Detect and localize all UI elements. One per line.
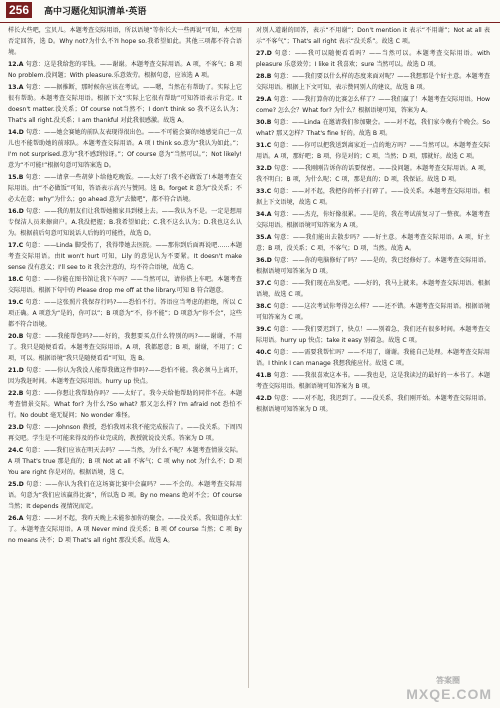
question-number: 22.B <box>8 390 24 397</box>
answer-explanation: 句意：——你能在图书馆让我下车吗？——当然可以，请你搭上车吧。本题考查交际用语。根据下句中的 Please drop me off at the library.可知 B 符合题意。 <box>8 276 242 294</box>
answer-entry <box>8 422 242 444</box>
answer-explanation: 句意：——你的电脑修好了吗？——是的，我已经修好了。本题考查交际用语。根据语境可知答案为 D 项。 <box>256 257 490 275</box>
answer-entry <box>8 25 242 58</box>
answer-explanation: 句意：——对不起，我把你的杯子打碎了。——没关系。本题考查交际用语。根据上下文语境，故选 C 项。 <box>256 188 490 206</box>
question-number: 24.C <box>8 447 24 454</box>
answer-entry <box>256 48 490 70</box>
question-number: 31.C <box>256 142 272 149</box>
answer-entry <box>256 301 490 323</box>
question-number: 27.D <box>256 50 272 57</box>
answer-entry <box>256 117 490 139</box>
question-number: 39.C <box>256 326 272 333</box>
answer-entry <box>256 347 490 369</box>
question-number: 16.D <box>8 208 24 215</box>
book-title: 高中习题化知识清单·英语 <box>44 7 147 17</box>
question-number: 35.A <box>256 234 272 241</box>
answer-explanation: 句意：——Linda 脚受伤了，我得带她去医院。——那你到后面再说吧……本题考查交际用语。由It won't hurt 可知，Lily 的意见认为不要紧。It doesn't make sense 没有意义；I'll see to it 我会注意的，均不符合语境，故选 C。 <box>8 242 242 271</box>
answer-entry <box>8 365 242 387</box>
question-number: 15.B <box>8 174 24 181</box>
answer-explanation: 句意：这是我给您的零钱。——谢谢。本题考查交际用语。A 项，不客气；B 项 No problem.没问题；With pleasure.乐意效劳。根据句意，应该选 A 项。 <box>8 61 242 79</box>
question-number: 34.A <box>256 211 272 218</box>
answer-explanation: 句意：——我们应该在明天去吗？——当然，为什么不呢？本题考查情景交际。A 项 That's true 那是真的；B 项 Not at all 不客气；C 项 why not 为什么不；D 项 You are right 你是对的。根据语境，选 C。 <box>8 447 242 476</box>
answer-entry <box>8 240 242 273</box>
answer-entry <box>256 25 490 47</box>
answer-explanation: 句意：——我能帮您吗?——好的，我想要买点什么特别的吗?——谢谢，不用了。我只是随便看看。本题考查交际用语。A 项，我都愿意；B 项，谢谢，不用了；C 项，可以。根据语境“我只是随便看看”可知，选 B。 <box>8 333 242 362</box>
answer-entry <box>8 513 242 546</box>
answer-explanation: 句意：——对不起，我昨天晚上未能参加你的聚会。——没关系。我知道你太忙了。本题考查交际用语。A 项 Never mind 没关系；B 项 Of course 当然；C 项 By no means 决不；D 项 That's all right 那没关系。故选 A。 <box>8 515 242 544</box>
answer-explanation: 句意：——我的朋友们让我帮她搬家具到楼上去。——我认为不是。一定是想用专保洁人员来擦窗户。A.我没把握；B.我希望如此；C.我不这么认为；D.我也这么认为。根据前后句意可知说话人后悔的可能性，故选 D。 <box>8 208 242 237</box>
page-header <box>0 0 500 23</box>
question-number: 36.D <box>256 257 272 264</box>
answer-column-right <box>256 25 490 687</box>
question-number: 23.D <box>8 424 24 431</box>
answer-entry <box>256 370 490 392</box>
answer-entry <box>8 297 242 330</box>
question-number: 28.B <box>256 73 272 80</box>
question-number: 42.D <box>256 395 272 402</box>
page-number: 256 <box>6 2 32 18</box>
question-number: 17.C <box>8 242 24 249</box>
answer-explanation: 对别人道谢的回答，表示“不用谢”；Don't mention it 表示“不用谢”；Not at all 表示“不客气”；That's all right 表示“没关系”。故选 C 项。 <box>256 27 490 45</box>
answer-entry <box>256 324 490 346</box>
question-number: 33.C <box>256 188 272 195</box>
answer-entry <box>256 255 490 277</box>
answer-explanation: 句意：——我们要以什么样的态度来面对呢？——我想那是个好主意。本题考查交际用语。根据上下文可知，表示赞同别人的建议，故选 B 项。 <box>256 73 490 91</box>
question-number: 32.D <box>256 165 272 172</box>
answer-explanation: 样长大些吧，宝贝儿。本题考查交际用语，所以语境“等你长大一些再说”可知，本空用否定回答，选 D。Why not?为什么不?I hope so.我希望如此。其他三项都不符合语境。 <box>8 27 242 56</box>
answer-explanation: 句意：——我们现在出发吧。——好的，我马上就来。本题考查交际用语。根据语境，故选 C 项。 <box>256 280 490 298</box>
question-number: 38.C <box>256 303 272 310</box>
question-number: 19.C <box>8 299 24 306</box>
answer-explanation: 句意：——她会赛她的前队友表现得很出色。——不可能会赛的!她感觉自己一点儿也不能帮助她的前球队。本题考查交际用语。A 项 I think so.意为“我认为如此。”；I'm not surprised.意为“我不感到惊讶。”；Of course 意为“当然可以。”；Not likely!意为“不可能!”根据句意可知答案选 D。 <box>8 129 242 169</box>
answer-entry <box>8 172 242 205</box>
answer-entry <box>8 206 242 239</box>
answer-explanation: 句意：——这次考试你考得怎么样？——还不错。本题考查交际用语。根据语境可知答案为 C 项。 <box>256 303 490 321</box>
answer-explanation: 句意：——你认为我没人能帮我做这件事吗?——恐怕不能。我必须马上离开，因为我赶时间。本题考查交际用语。hurry up 快点。 <box>8 367 242 385</box>
question-number: 25.D <box>8 481 24 488</box>
answer-entry <box>8 331 242 364</box>
answer-column-left <box>8 25 242 687</box>
question-number: 26.A <box>8 515 24 522</box>
answer-entry <box>256 94 490 116</box>
question-number: 18.C <box>8 276 24 283</box>
watermark: MXQE.COM <box>406 686 492 702</box>
answer-entry <box>256 232 490 254</box>
answer-entry <box>8 59 242 81</box>
question-number: 12.A <box>8 61 24 68</box>
answer-entry <box>8 479 242 512</box>
answer-explanation: 句意：——需要我帮忙吗？——不用了，谢谢。我能自己处理。本题考查交际用语。I think I can manage 我想我能应付。故选 C 项。 <box>256 349 490 367</box>
answer-entry <box>256 163 490 185</box>
question-number: 30.B <box>256 119 272 126</box>
answer-entry <box>256 278 490 300</box>
answer-explanation: 句意：——这张照片我保存行吗?——恐怕不行。答语应当考虑的拒绝，所以 C 项正确。A 项意为“是的，你可以”；B 项意为“不，你不能”；D 项意为“你不会”，这些都不符合语境。 <box>8 299 242 328</box>
question-number: 13.A <box>8 84 24 91</box>
answer-entry <box>8 445 242 478</box>
answer-explanation: 句意：——据推断，那时候你应该在考试。——嗯，当然在有帮助了。实际上它很有帮助。本题考查交际用语。根据下文“实际上它很有帮助”可知答语表示肯定。It doesn't matter.没关系；Of course not当然不；I don't think so 我不这么认为；That's all right.没关系；I am thankful 对此我很感激。故选 A。 <box>8 84 242 124</box>
watermark-small: 答案圈 <box>436 676 460 685</box>
answer-explanation: 句意：——Linda 在邀请我们参加聚会。——对不起，我们家今晚有个晚会。So what? 那又怎样？That's fine 好的。故选 B 项。 <box>256 119 490 137</box>
answer-entry <box>256 186 490 208</box>
answer-explanation: 句意：——我打算你的比赛怎么样了？——我们赢了！本题考查交际用语。How come? 怎么会？What for? 为什么？根据语境可知，答案为 A。 <box>256 96 490 114</box>
answer-explanation: 句意：——你可以把我送到离家近一点的地方吗？——当然可以。本题考查交际用语。A 项，那好吧；B 项，你是对的；C 项，当然；D 项，那就好。故选 C 项。 <box>256 142 490 160</box>
answer-explanation: 句意：——我可以随便看看吗？——当然可以。本题考查交际用语。with pleasure 乐意效劳；I like it 我喜欢；sure 当然可以。故选 D 项。 <box>256 50 490 68</box>
answer-explanation: 句意：——杰克，你好像很累。——是的，我在考试前复习了一整夜。本题考查交际用语。根据语境可知答案为 A 项。 <box>256 211 490 229</box>
question-number: 37.C <box>256 280 272 287</box>
answer-explanation: 句意：——我们能出去散步吗？——好主意。本题考查交际用语。A 项，好主意；B 项，没关系；C 项，不客气；D 项，当然。故选 A。 <box>256 234 490 252</box>
answer-entry <box>8 82 242 126</box>
answer-explanation: 句意：——我们要迟到了，快点！——别着急，我们还有很多时间。本题考查交际用语。hurry up 快点；take it easy 别着急。故选 C 项。 <box>256 326 490 344</box>
question-number: 21.D <box>8 367 24 374</box>
answer-explanation: 句意：——请拿一些胡萝卜给他吃晚饭。——太好了!我不必做饭了!本题考查交际用语。由“不必做饭”可知，答语表示高兴与赞同。选 B。forget it 意为“没关系；不必太在意；why”为什么；go ahead 意为“去做吧”，都不符合语境。 <box>8 174 242 203</box>
answer-entry <box>256 209 490 231</box>
question-number: 40.C <box>256 349 272 356</box>
answer-entry <box>8 274 242 296</box>
answer-entry <box>256 71 490 93</box>
answer-explanation: 句意：——我刚刚告诉你的话要保密。——没问题。本题考查交际用语。A 项，我不明白；B 项，为什么呢；C 项，那是真的；D 项，我保证。故选 D 项。 <box>256 165 490 183</box>
answer-explanation: 句意：——对不起，我迟到了。——没关系，我们刚开始。本题考查交际用语。根据语境可知答案为 D 项。 <box>256 395 490 413</box>
answer-explanation: 句意：——你想让我帮助你吗？——太好了。我今天给他帮助的同伴不在。本题考查情景交际。What for? 为什么?So what? 那又怎么样? I'm afraid not 恐怕不行。No doubt 毫无疑问；No wonder 难怪。 <box>8 390 242 419</box>
answer-explanation: 句意：——Johnson 教授，恐怕我周末我不能完成报告了。——没关系。下周四再交吧。学生是不可能来得及的作业完成的，教授就说没关系。答案为 D 项。 <box>8 424 242 442</box>
answer-entry <box>8 388 242 421</box>
answer-entry <box>256 140 490 162</box>
answer-explanation: 句意：——你认为我们在这场赛比赛中会赢吗？——不会的。本题考查交际用语。句意为“我们应该赢得比赛”，所以选 D 项。By no means 绝对不会；Of course 当然；It depends 视情况而定。 <box>8 481 242 510</box>
answer-entry <box>256 393 490 415</box>
column-divider <box>248 28 249 688</box>
question-number: 29.A <box>256 96 272 103</box>
question-number: 14.D <box>8 129 24 136</box>
answer-explanation: 句意：——我很喜欢这本书。——我也是，这是我读过的最好的一本书了。本题考查交际用语。根据语境可知答案为 B 项。 <box>256 372 490 390</box>
question-number: 41.B <box>256 372 272 379</box>
answer-entry <box>8 127 242 171</box>
question-number: 20.B <box>8 333 24 340</box>
